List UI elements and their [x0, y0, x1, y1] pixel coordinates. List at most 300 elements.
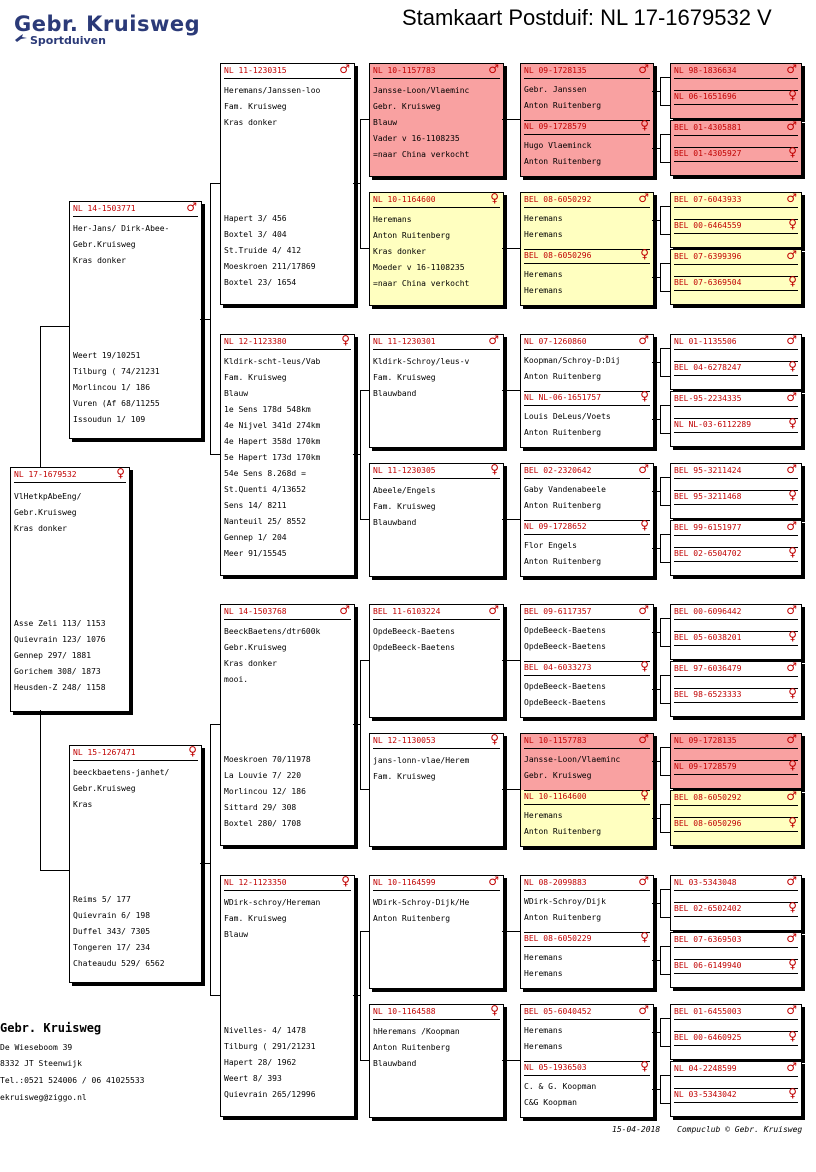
ring-number: BEL-95-2234335	[674, 394, 742, 403]
pigeon-card-ancestor[interactable]	[670, 604, 802, 660]
pigeon-header	[674, 1086, 798, 1103]
ring-number: BEL 06-6149940	[674, 961, 742, 970]
connector-line	[660, 1103, 670, 1104]
connector-line	[652, 148, 660, 149]
male-icon: ♂	[786, 875, 797, 888]
pigeon-card-pair[interactable]	[520, 604, 654, 718]
pigeon-header	[524, 1006, 650, 1020]
connector-line	[652, 818, 660, 819]
male-icon: ♂	[186, 201, 197, 214]
pigeon-header	[373, 194, 500, 208]
pigeon-header	[524, 518, 650, 535]
connector-line	[660, 703, 670, 704]
connector-line	[660, 946, 661, 974]
pigeon-header	[674, 336, 798, 350]
male-icon: ♂	[786, 932, 797, 945]
info-line: Blauw	[224, 930, 249, 939]
pigeon-header	[674, 877, 798, 891]
male-icon: ♂	[638, 875, 649, 888]
info-line: Weert 19/10251	[73, 351, 141, 360]
info-line: Heremans/Janssen-loo	[224, 86, 321, 95]
connector-line	[660, 477, 661, 505]
info-line: Heremans	[524, 811, 563, 820]
info-line: Sittard 29/ 308	[224, 803, 297, 812]
female-icon: ♀	[788, 488, 797, 502]
pigeon-card-pair[interactable]	[520, 63, 654, 177]
ring-number: BEL 07-6369503	[674, 935, 742, 944]
male-icon: ♂	[786, 733, 797, 746]
connector-line	[360, 119, 369, 120]
info-line: VlHetkpAbeEng/	[14, 492, 82, 501]
info-line: Gorichem 308/ 1873	[14, 667, 101, 676]
pigeon-header	[373, 1006, 500, 1020]
female-icon: ♀	[490, 463, 499, 476]
pigeon-card-ancestor[interactable]	[670, 790, 802, 846]
connector-line	[660, 1018, 670, 1019]
pigeon-card-grandparent[interactable]	[220, 334, 355, 576]
pigeon-header	[373, 65, 500, 79]
ring-number: BEL 07-6399396	[674, 252, 742, 261]
female-icon: ♀	[788, 545, 797, 559]
info-line: Heremans	[524, 1042, 563, 1051]
connector-line	[660, 291, 670, 292]
info-line: Sens 14/ 8211	[224, 501, 287, 510]
pigeon-card-sire[interactable]	[69, 201, 202, 439]
pigeon-card-ancestor[interactable]	[670, 249, 802, 305]
info-line: Hapert 28/ 1962	[224, 1058, 297, 1067]
pigeon-header	[674, 194, 798, 208]
info-line: Kras donker	[73, 256, 126, 265]
female-icon: ♀	[788, 900, 797, 914]
connector-line	[660, 505, 670, 506]
connector-line	[660, 162, 670, 163]
pigeon-header	[224, 336, 351, 350]
female-icon: ♀	[116, 467, 125, 480]
pigeon-icon	[14, 33, 28, 43]
pigeon-header	[524, 930, 650, 947]
male-icon: ♂	[339, 63, 350, 76]
male-icon: ♂	[786, 790, 797, 803]
info-line: Anton Ruitenberg	[524, 557, 602, 566]
pigeon-header	[373, 606, 500, 620]
connector-line	[502, 519, 520, 520]
ring-number: NL 98-1836634	[674, 66, 737, 75]
pigeon-card-great-grandparent[interactable]	[369, 334, 504, 448]
info-line: 54e Sens 8.268d =	[224, 469, 306, 478]
ring-number: BEL 04-6278247	[674, 363, 742, 372]
info-line: Heremans	[524, 270, 563, 279]
connector-line	[660, 77, 661, 105]
ring-number: BEL 01-4305881	[674, 123, 742, 132]
info-line: Boxtel 280/ 1708	[224, 819, 302, 828]
pigeon-header	[373, 735, 500, 749]
info-line: =naar China verkocht	[373, 279, 470, 288]
info-line: Gebr.Kruisweg	[14, 508, 77, 517]
connector-line	[660, 562, 670, 563]
info-line: Vader v 16-1108235	[373, 134, 460, 143]
male-icon: ♂	[638, 1004, 649, 1017]
ring-number: BEL 98-6523333	[674, 690, 742, 699]
info-line: hHeremans /Koopman	[373, 1027, 460, 1036]
pigeon-header	[674, 122, 798, 136]
female-icon: ♀	[640, 389, 649, 403]
page-title: Stamkaart Postduif: NL 17-1679532 V	[402, 5, 772, 30]
pigeon-header	[674, 606, 798, 620]
connector-line	[360, 390, 369, 391]
info-line: Tilburg ( 291/21231	[224, 1042, 316, 1051]
info-line: OpdeBeeck-Baetens	[524, 626, 606, 635]
ring-number: NL 01-1135506	[674, 337, 737, 346]
ring-number: NL 10-1164599	[373, 878, 436, 887]
ring-number: NL 07-1260860	[524, 337, 587, 346]
info-line: Kras donker	[373, 247, 426, 256]
ring-number: BEL 08-6050292	[674, 793, 742, 802]
connector-line	[40, 326, 69, 327]
male-icon: ♂	[638, 733, 649, 746]
connector-line	[652, 689, 660, 690]
pigeon-header	[674, 217, 798, 234]
pigeon-card-ancestor[interactable]	[670, 391, 802, 447]
pigeon-card-great-grandparent[interactable]	[369, 463, 504, 577]
ring-number: NL 04-2248599	[674, 1064, 737, 1073]
connector-line	[660, 263, 661, 291]
ring-number: BEL 08-6050229	[524, 934, 592, 943]
connector-line	[652, 548, 660, 549]
pigeon-card-subject[interactable]	[10, 467, 130, 712]
info-line: Kldirk-scht-leus/Vab	[224, 357, 321, 366]
info-line: Her-Jans/ Dirk-Abee-	[73, 224, 170, 233]
info-line: Quievrain 123/ 1076	[14, 635, 106, 644]
info-line: Anton Ruitenberg	[524, 101, 602, 110]
connector-line	[210, 995, 220, 996]
connector-line	[660, 405, 661, 433]
ring-number: BEL 09-6117357	[524, 607, 592, 616]
info-line: Moeskroen 211/17869	[224, 262, 316, 271]
info-line: La Louvie 7/ 220	[224, 771, 302, 780]
connector-line	[660, 618, 661, 646]
info-line: =naar China verkocht	[373, 150, 470, 159]
info-line: Gebr. Kruisweg	[373, 102, 441, 111]
male-icon: ♂	[488, 604, 499, 617]
info-line: Quievrain 265/12996	[224, 1090, 316, 1099]
pigeon-header	[524, 65, 650, 79]
info-line: Blauw	[373, 118, 398, 127]
info-line: Jansse-Loon/Vlaeminc	[524, 755, 621, 764]
info-line: Chateaudu 529/ 6562	[73, 959, 165, 968]
ring-number: NL 10-1157783	[524, 736, 587, 745]
connector-line	[353, 454, 360, 455]
male-icon: ♂	[786, 334, 797, 347]
pigeon-card-great-grandparent[interactable]	[369, 733, 504, 847]
male-icon: ♂	[786, 604, 797, 617]
male-icon: ♂	[786, 520, 797, 533]
connector-line	[660, 775, 670, 776]
info-line: Kras donker	[14, 524, 67, 533]
male-icon: ♂	[339, 604, 350, 617]
pigeon-card-grandparent[interactable]	[220, 63, 355, 305]
connector-line	[210, 454, 220, 455]
info-line: Nivelles- 4/ 1478	[224, 1026, 306, 1035]
owner-phone: Tel.:0521 524006 / 06 41025533	[0, 1076, 145, 1085]
info-line: Gennep 297/ 1881	[14, 651, 92, 660]
pigeon-header	[674, 145, 798, 162]
pigeon-card-pair[interactable]	[520, 192, 654, 306]
connector-line	[660, 477, 670, 478]
info-line: Morlincou 12/ 186	[224, 787, 306, 796]
footer-credit: Compuclub © Gebr. Kruisweg	[677, 1125, 803, 1134]
female-icon: ♀	[788, 416, 797, 430]
ring-number: NL 08-2099883	[524, 878, 587, 887]
info-line: WDirk-schroy/Hereman	[224, 898, 321, 907]
male-icon: ♂	[786, 192, 797, 205]
connector-line	[660, 105, 670, 106]
ring-number: BEL 11-6103224	[373, 607, 441, 616]
pigeon-card-great-grandparent[interactable]	[369, 875, 504, 989]
male-icon: ♂	[786, 1061, 797, 1074]
connector-line	[660, 534, 670, 535]
ring-number: NL 03-5343042	[674, 1090, 737, 1099]
pigeon-header	[674, 465, 798, 479]
info-line: jans-lonn-vlae/Herem	[373, 756, 470, 765]
info-line: Asse Zeli 113/ 1153	[14, 619, 106, 628]
info-line: Quievrain 6/ 198	[73, 911, 151, 920]
pigeon-card-ancestor[interactable]	[670, 120, 802, 176]
owner-email: ekruisweg@ziggo.nl	[0, 1093, 87, 1102]
connector-line	[360, 931, 369, 932]
connector-line	[660, 405, 670, 406]
connector-line	[210, 183, 220, 184]
info-line: 1e Sens 178d 548km	[224, 405, 311, 414]
info-line: Heremans	[373, 215, 412, 224]
ring-number: NL 12-1123350	[224, 878, 287, 887]
female-icon: ♀	[490, 1004, 499, 1017]
pigeon-card-pair[interactable]	[520, 875, 654, 989]
info-line: WDirk-Schroy-Dijk/He	[373, 898, 470, 907]
connector-line	[502, 1060, 520, 1061]
pigeon-header	[524, 606, 650, 620]
info-line: Anton Ruitenberg	[524, 157, 602, 166]
male-icon: ♂	[786, 120, 797, 133]
ring-number: BEL 99-6151977	[674, 523, 742, 532]
connector-line	[660, 206, 661, 234]
pigeon-card-pair[interactable]	[520, 1004, 654, 1118]
ring-number: BEL 08-6050296	[674, 819, 742, 828]
info-line: Heremans	[524, 230, 563, 239]
ring-number: BEL 02-6502402	[674, 904, 742, 913]
pigeon-card-ancestor[interactable]	[670, 733, 802, 789]
connector-line	[660, 206, 670, 207]
female-icon: ♀	[788, 758, 797, 772]
female-icon: ♀	[490, 733, 499, 746]
info-line: Heremans	[524, 1026, 563, 1035]
owner-city: 8332 JT Steenwijk	[0, 1059, 82, 1068]
connector-line	[40, 326, 41, 467]
pigeon-card-ancestor[interactable]	[670, 1004, 802, 1060]
connector-line	[660, 234, 670, 235]
info-line: Anton Ruitenberg	[373, 231, 451, 240]
connector-line	[660, 675, 661, 703]
connector-line	[660, 804, 661, 832]
info-line: Gebr.Kruisweg	[73, 240, 136, 249]
ring-number: NL 03-5343048	[674, 878, 737, 887]
ring-number: BEL 00-6464559	[674, 221, 742, 230]
pigeon-header	[674, 735, 798, 749]
ring-number: BEL 04-6033273	[524, 663, 592, 672]
info-line: Anton Ruitenberg	[524, 428, 602, 437]
female-icon: ♀	[640, 518, 649, 532]
pigeon-card-great-grandparent[interactable]	[369, 192, 504, 306]
pigeon-card-pair[interactable]	[520, 733, 654, 847]
connector-line	[353, 183, 360, 184]
ring-number: BEL 08-6050292	[524, 195, 592, 204]
pigeon-card-ancestor[interactable]	[670, 192, 802, 248]
pigeon-header	[674, 1063, 798, 1077]
pigeon-card-great-grandparent[interactable]	[369, 1004, 504, 1118]
ring-number: NL 06-1651696	[674, 92, 737, 101]
ring-number: NL 09-1728135	[674, 736, 737, 745]
female-icon: ♀	[341, 875, 350, 888]
info-line: Blauwband	[373, 518, 417, 527]
pigeon-header	[524, 465, 650, 479]
info-line: 5e Hapert 173d 170km	[224, 453, 321, 462]
info-line: Blauw	[224, 389, 249, 398]
connector-line	[353, 724, 360, 725]
info-line: Anton Ruitenberg	[373, 914, 451, 923]
pigeon-header	[524, 877, 650, 891]
pigeon-header	[524, 659, 650, 676]
info-line: OpdeBeeck-Baetens	[373, 643, 455, 652]
male-icon: ♂	[488, 334, 499, 347]
info-line: Nanteuil 25/ 8552	[224, 517, 306, 526]
info-line: Abeele/Engels	[373, 486, 436, 495]
info-line: Jansse-Loon/Vlaeminc	[373, 86, 470, 95]
info-line: Koopman/Schroy-D:Dij	[524, 356, 621, 365]
info-line: Morlincou 1/ 186	[73, 383, 151, 392]
pigeon-card-ancestor[interactable]	[670, 520, 802, 576]
male-icon: ♂	[638, 463, 649, 476]
info-line: OpdeBeeck-Baetens	[524, 642, 606, 651]
pigeon-header	[674, 663, 798, 677]
ring-number: NL 11-1230305	[373, 466, 436, 475]
connector-line	[660, 889, 670, 890]
pigeon-card-pair[interactable]	[520, 334, 654, 448]
info-line: Hugo Vlaeminck	[524, 141, 592, 150]
ring-number: BEL 01-6455003	[674, 1007, 742, 1016]
female-icon: ♀	[188, 745, 197, 758]
connector-line	[652, 632, 660, 633]
info-line: Gennep 1/ 204	[224, 533, 287, 542]
info-line: Fam. Kruisweg	[224, 102, 287, 111]
connector-line	[660, 348, 661, 376]
info-line: Kras	[73, 800, 93, 809]
connector-line	[660, 946, 670, 947]
pigeon-header	[224, 877, 351, 891]
male-icon: ♂	[786, 661, 797, 674]
pigeon-header	[674, 359, 798, 376]
connector-line	[200, 863, 210, 864]
pigeon-header	[674, 900, 798, 917]
connector-line	[360, 789, 369, 790]
female-icon: ♀	[788, 1029, 797, 1043]
connector-line	[660, 917, 670, 918]
info-line: OpdeBeeck-Baetens	[373, 627, 455, 636]
ring-number: NL 12-1130053	[373, 736, 436, 745]
connector-line	[360, 660, 361, 789]
female-icon: ♀	[788, 815, 797, 829]
info-line: Blauwband	[373, 389, 417, 398]
info-line: C&G Koopman	[524, 1098, 577, 1107]
connector-line	[360, 119, 361, 248]
pigeon-card-dam[interactable]	[69, 745, 202, 983]
pigeon-header	[524, 389, 650, 406]
connector-line	[660, 804, 670, 805]
connector-line	[660, 1075, 670, 1076]
ring-number: NL 09-1728579	[524, 122, 587, 131]
pigeon-card-ancestor[interactable]	[670, 875, 802, 931]
connector-line	[652, 960, 660, 961]
connector-line	[660, 433, 670, 434]
pigeon-card-ancestor[interactable]	[670, 1061, 802, 1117]
ring-number: NL 14-1503768	[224, 607, 287, 616]
pigeon-card-ancestor[interactable]	[670, 463, 802, 519]
connector-line	[652, 1032, 660, 1033]
ring-number: NL 11-1230315	[224, 66, 287, 75]
pigeon-card-great-grandparent[interactable]	[369, 63, 504, 177]
connector-line	[660, 675, 670, 676]
connector-line	[360, 519, 369, 520]
info-line: Boxtel 3/ 404	[224, 230, 287, 239]
info-line: Meer 91/15545	[224, 549, 287, 558]
pigeon-card-great-grandparent[interactable]	[369, 604, 504, 718]
connector-line	[210, 183, 211, 454]
pigeon-card-ancestor[interactable]	[670, 661, 802, 717]
pigeon-card-ancestor[interactable]	[670, 932, 802, 988]
male-icon: ♂	[638, 192, 649, 205]
male-icon: ♂	[786, 1004, 797, 1017]
connector-line	[652, 903, 660, 904]
pigeon-card-ancestor[interactable]	[670, 63, 802, 119]
connector-line	[660, 534, 661, 562]
info-line: Issoudun 1/ 109	[73, 415, 146, 424]
connector-line	[40, 870, 69, 871]
owner-street: De Wieseboom 39	[0, 1043, 73, 1052]
ring-number: BEL 07-6369504	[674, 278, 742, 287]
info-line: Flor Engels	[524, 541, 577, 550]
pigeon-card-grandparent[interactable]	[220, 875, 355, 1117]
pigeon-header	[674, 957, 798, 974]
ring-number: BEL 08-6050296	[524, 251, 592, 260]
connector-line	[652, 220, 660, 221]
info-line: Gebr.Kruisweg	[224, 643, 287, 652]
info-line: OpdeBeeck-Baetens	[524, 698, 606, 707]
pigeon-card-pair[interactable]	[520, 463, 654, 577]
brand-subtitle: Sportduiven	[30, 34, 106, 47]
connector-line	[502, 660, 520, 661]
ring-number: NL 17-1679532	[14, 470, 77, 479]
info-line: Tongeren 17/ 234	[73, 943, 151, 952]
female-icon: ♀	[788, 686, 797, 700]
pigeon-card-ancestor[interactable]	[670, 334, 802, 390]
ring-number: NL NL-03-6112289	[674, 420, 752, 429]
ring-number: BEL 00-6460925	[674, 1033, 742, 1042]
pigeon-header	[674, 522, 798, 536]
info-line: beeckbaetens-janhet/	[73, 768, 170, 777]
pigeon-header	[674, 758, 798, 775]
ring-number: BEL 01-4305927	[674, 149, 742, 158]
info-line: Anton Ruitenberg	[524, 372, 602, 381]
pigeon-header	[524, 336, 650, 350]
pigeon-card-grandparent[interactable]	[220, 604, 355, 846]
